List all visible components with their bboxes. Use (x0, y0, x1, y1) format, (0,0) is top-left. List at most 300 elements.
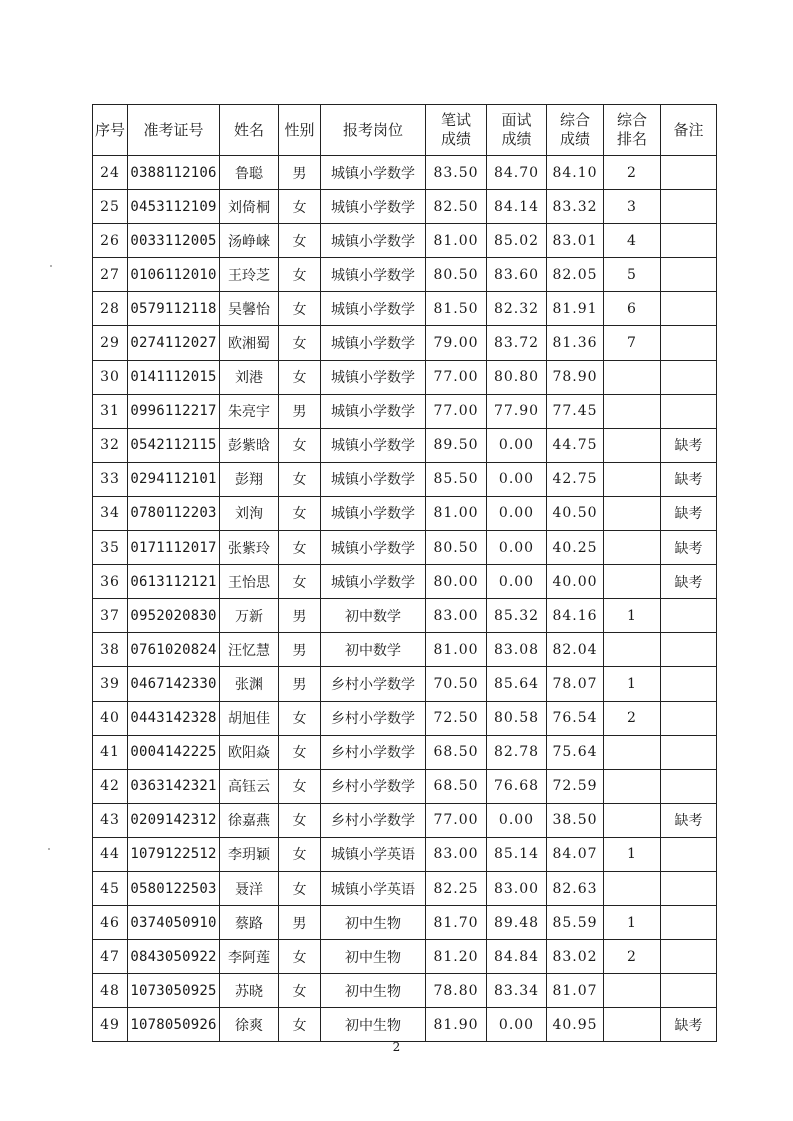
cell-name: 汪忆慧 (220, 633, 279, 667)
cell-exam-id: 0952020830 (128, 599, 220, 633)
cell-total-rank: 2 (604, 156, 661, 190)
cell-note (661, 769, 717, 803)
cell-written-score: 80.50 (426, 258, 487, 292)
header-position: 报考岗位 (321, 105, 426, 156)
cell-position: 初中生物 (321, 940, 426, 974)
table-row (93, 837, 717, 871)
cell-total-rank (604, 496, 661, 530)
cell-position: 城镇小学英语 (321, 871, 426, 905)
cell-gender: 女 (279, 531, 321, 565)
cell-interview-score: 83.34 (487, 974, 547, 1008)
cell-gender: 女 (279, 769, 321, 803)
cell-note: 缺考 (661, 565, 717, 599)
cell-total-score: 81.07 (547, 974, 604, 1008)
cell-written-score: 77.00 (426, 803, 487, 837)
cell-gender: 女 (279, 258, 321, 292)
cell-total-score: 77.45 (547, 394, 604, 428)
cell-total-rank: 1 (604, 906, 661, 940)
cell-note (661, 974, 717, 1008)
cell-exam-id: 0761020824 (128, 633, 220, 667)
cell-interview-score: 0.00 (487, 428, 547, 462)
table-row (93, 769, 717, 803)
header-seq: 序号 (93, 105, 128, 156)
cell-written-score: 81.90 (426, 1008, 487, 1042)
cell-interview-score: 84.84 (487, 940, 547, 974)
cell-exam-id: 0542112115 (128, 428, 220, 462)
cell-name: 张渊 (220, 667, 279, 701)
cell-total-score: 82.05 (547, 258, 604, 292)
cell-gender: 女 (279, 462, 321, 496)
cell-seq: 28 (93, 292, 128, 326)
cell-note (661, 394, 717, 428)
cell-gender: 女 (279, 735, 321, 769)
cell-total-score: 83.01 (547, 224, 604, 258)
cell-written-score: 77.00 (426, 394, 487, 428)
scan-speck (48, 848, 50, 850)
cell-seq: 32 (93, 428, 128, 462)
cell-name: 高钰云 (220, 769, 279, 803)
cell-interview-score: 0.00 (487, 462, 547, 496)
table-row (93, 360, 717, 394)
cell-total-rank (604, 633, 661, 667)
table-row (93, 531, 717, 565)
cell-position: 城镇小学数学 (321, 292, 426, 326)
cell-name: 聂洋 (220, 871, 279, 905)
cell-name: 鲁聪 (220, 156, 279, 190)
table-row (93, 735, 717, 769)
cell-gender: 男 (279, 906, 321, 940)
cell-exam-id: 0294112101 (128, 462, 220, 496)
cell-exam-id: 1073050925 (128, 974, 220, 1008)
cell-interview-score: 84.70 (487, 156, 547, 190)
cell-exam-id: 0467142330 (128, 667, 220, 701)
cell-total-rank: 3 (604, 190, 661, 224)
cell-seq: 44 (93, 837, 128, 871)
cell-position: 乡村小学数学 (321, 769, 426, 803)
cell-name: 刘洵 (220, 496, 279, 530)
cell-total-rank: 5 (604, 258, 661, 292)
cell-written-score: 81.00 (426, 496, 487, 530)
cell-written-score: 89.50 (426, 428, 487, 462)
cell-position: 城镇小学数学 (321, 565, 426, 599)
cell-gender: 女 (279, 565, 321, 599)
cell-note (661, 360, 717, 394)
cell-gender: 女 (279, 428, 321, 462)
cell-position: 初中生物 (321, 1008, 426, 1042)
cell-position: 城镇小学数学 (321, 156, 426, 190)
cell-written-score: 82.50 (426, 190, 487, 224)
cell-total-score: 42.75 (547, 462, 604, 496)
cell-interview-score: 85.32 (487, 599, 547, 633)
cell-total-score: 75.64 (547, 735, 604, 769)
cell-exam-id: 0996112217 (128, 394, 220, 428)
cell-written-score: 81.20 (426, 940, 487, 974)
cell-seq: 42 (93, 769, 128, 803)
table-row (93, 1008, 717, 1042)
cell-total-rank (604, 769, 661, 803)
cell-written-score: 81.50 (426, 292, 487, 326)
cell-seq: 36 (93, 565, 128, 599)
table-row (93, 258, 717, 292)
table-row (93, 462, 717, 496)
cell-gender: 女 (279, 326, 321, 360)
cell-total-score: 84.10 (547, 156, 604, 190)
cell-name: 徐爽 (220, 1008, 279, 1042)
cell-total-score: 40.25 (547, 531, 604, 565)
cell-total-score: 83.02 (547, 940, 604, 974)
cell-gender: 男 (279, 394, 321, 428)
cell-written-score: 81.00 (426, 633, 487, 667)
cell-exam-id: 0443142328 (128, 701, 220, 735)
cell-exam-id: 0453112109 (128, 190, 220, 224)
cell-written-score: 68.50 (426, 735, 487, 769)
cell-gender: 女 (279, 871, 321, 905)
cell-total-rank (604, 1008, 661, 1042)
cell-written-score: 80.50 (426, 531, 487, 565)
table-row (93, 701, 717, 735)
cell-name: 王怡思 (220, 565, 279, 599)
cell-written-score: 81.70 (426, 906, 487, 940)
table-row (93, 190, 717, 224)
cell-total-rank (604, 428, 661, 462)
cell-seq: 31 (93, 394, 128, 428)
cell-note (661, 599, 717, 633)
cell-total-rank: 1 (604, 667, 661, 701)
cell-total-rank: 1 (604, 837, 661, 871)
cell-position: 城镇小学数学 (321, 326, 426, 360)
cell-position: 初中生物 (321, 974, 426, 1008)
cell-name: 王玲芝 (220, 258, 279, 292)
cell-note (661, 906, 717, 940)
cell-position: 城镇小学英语 (321, 837, 426, 871)
table-row (93, 633, 717, 667)
cell-seq: 41 (93, 735, 128, 769)
cell-total-score: 78.07 (547, 667, 604, 701)
cell-total-rank: 7 (604, 326, 661, 360)
cell-total-score: 40.95 (547, 1008, 604, 1042)
cell-interview-score: 0.00 (487, 1008, 547, 1042)
cell-total-score: 84.16 (547, 599, 604, 633)
table-row (93, 599, 717, 633)
cell-total-rank: 2 (604, 940, 661, 974)
cell-seq: 49 (93, 1008, 128, 1042)
cell-position: 乡村小学数学 (321, 667, 426, 701)
cell-total-rank (604, 462, 661, 496)
table-row (93, 667, 717, 701)
cell-seq: 47 (93, 940, 128, 974)
cell-exam-id: 0209142312 (128, 803, 220, 837)
header-row (93, 105, 717, 156)
cell-exam-id: 0613112121 (128, 565, 220, 599)
cell-name: 苏晓 (220, 974, 279, 1008)
cell-total-score: 84.07 (547, 837, 604, 871)
cell-gender: 女 (279, 974, 321, 1008)
cell-exam-id: 0004142225 (128, 735, 220, 769)
cell-seq: 39 (93, 667, 128, 701)
cell-exam-id: 0274112027 (128, 326, 220, 360)
table-row (93, 496, 717, 530)
cell-seq: 35 (93, 531, 128, 565)
cell-note: 缺考 (661, 428, 717, 462)
cell-name: 刘倚桐 (220, 190, 279, 224)
cell-gender: 女 (279, 292, 321, 326)
cell-note: 缺考 (661, 1008, 717, 1042)
cell-total-rank (604, 394, 661, 428)
cell-interview-score: 80.58 (487, 701, 547, 735)
cell-exam-id: 0363142321 (128, 769, 220, 803)
cell-position: 城镇小学数学 (321, 258, 426, 292)
cell-total-score: 82.63 (547, 871, 604, 905)
table-row (93, 326, 717, 360)
cell-interview-score: 82.32 (487, 292, 547, 326)
cell-exam-id: 0033112005 (128, 224, 220, 258)
header-note: 备注 (661, 105, 717, 156)
cell-gender: 男 (279, 599, 321, 633)
cell-note (661, 326, 717, 360)
cell-exam-id: 0171112017 (128, 531, 220, 565)
cell-written-score: 78.80 (426, 974, 487, 1008)
cell-seq: 45 (93, 871, 128, 905)
cell-written-score: 79.00 (426, 326, 487, 360)
cell-exam-id: 1078050926 (128, 1008, 220, 1042)
cell-written-score: 83.00 (426, 599, 487, 633)
cell-note (661, 258, 717, 292)
cell-position: 城镇小学数学 (321, 190, 426, 224)
header-gender: 性别 (279, 105, 321, 156)
cell-exam-id: 0141112015 (128, 360, 220, 394)
cell-total-rank (604, 974, 661, 1008)
header-interview-score: 面试 成绩 (487, 105, 547, 156)
cell-exam-id: 0580122503 (128, 871, 220, 905)
cell-seq: 38 (93, 633, 128, 667)
cell-total-rank (604, 735, 661, 769)
cell-total-rank: 6 (604, 292, 661, 326)
cell-name: 吴馨怡 (220, 292, 279, 326)
cell-interview-score: 82.78 (487, 735, 547, 769)
cell-note (661, 837, 717, 871)
cell-seq: 40 (93, 701, 128, 735)
cell-interview-score: 85.02 (487, 224, 547, 258)
cell-interview-score: 77.90 (487, 394, 547, 428)
cell-seq: 43 (93, 803, 128, 837)
cell-exam-id: 0843050922 (128, 940, 220, 974)
cell-interview-score: 85.64 (487, 667, 547, 701)
cell-total-score: 40.00 (547, 565, 604, 599)
table-row (93, 394, 717, 428)
cell-gender: 男 (279, 156, 321, 190)
table-row (93, 803, 717, 837)
cell-interview-score: 0.00 (487, 531, 547, 565)
cell-interview-score: 83.60 (487, 258, 547, 292)
cell-exam-id: 0780112203 (128, 496, 220, 530)
cell-written-score: 77.00 (426, 360, 487, 394)
cell-note (661, 940, 717, 974)
cell-total-score: 40.50 (547, 496, 604, 530)
cell-exam-id: 0388112106 (128, 156, 220, 190)
cell-position: 城镇小学数学 (321, 531, 426, 565)
cell-total-score: 82.04 (547, 633, 604, 667)
cell-name: 李阿莲 (220, 940, 279, 974)
header-name: 姓名 (220, 105, 279, 156)
cell-seq: 33 (93, 462, 128, 496)
cell-note: 缺考 (661, 496, 717, 530)
cell-seq: 46 (93, 906, 128, 940)
cell-written-score: 83.50 (426, 156, 487, 190)
cell-seq: 34 (93, 496, 128, 530)
cell-note (661, 190, 717, 224)
cell-note: 缺考 (661, 803, 717, 837)
table-body (93, 156, 717, 1042)
cell-name: 欧阳焱 (220, 735, 279, 769)
cell-name: 汤峥崃 (220, 224, 279, 258)
cell-note (661, 735, 717, 769)
cell-note (661, 701, 717, 735)
cell-note: 缺考 (661, 462, 717, 496)
header-total-rank: 综合 排名 (604, 105, 661, 156)
table-row (93, 428, 717, 462)
cell-total-rank: 4 (604, 224, 661, 258)
cell-position: 城镇小学数学 (321, 496, 426, 530)
cell-note (661, 871, 717, 905)
cell-exam-id: 0106112010 (128, 258, 220, 292)
cell-position: 乡村小学数学 (321, 735, 426, 769)
cell-interview-score: 83.00 (487, 871, 547, 905)
cell-seq: 30 (93, 360, 128, 394)
cell-gender: 女 (279, 224, 321, 258)
cell-seq: 48 (93, 974, 128, 1008)
cell-position: 初中生物 (321, 906, 426, 940)
cell-position: 初中数学 (321, 633, 426, 667)
table-row (93, 940, 717, 974)
cell-exam-id: 1079122512 (128, 837, 220, 871)
cell-seq: 27 (93, 258, 128, 292)
cell-gender: 女 (279, 360, 321, 394)
cell-gender: 女 (279, 803, 321, 837)
cell-total-rank (604, 565, 661, 599)
cell-interview-score: 76.68 (487, 769, 547, 803)
scores-table (92, 104, 717, 1042)
cell-note (661, 224, 717, 258)
cell-written-score: 72.50 (426, 701, 487, 735)
cell-interview-score: 84.14 (487, 190, 547, 224)
cell-seq: 29 (93, 326, 128, 360)
cell-gender: 女 (279, 496, 321, 530)
cell-interview-score: 0.00 (487, 496, 547, 530)
cell-name: 胡旭佳 (220, 701, 279, 735)
header-written-score: 笔试 成绩 (426, 105, 487, 156)
cell-interview-score: 89.48 (487, 906, 547, 940)
cell-total-rank (604, 871, 661, 905)
cell-position: 城镇小学数学 (321, 394, 426, 428)
cell-gender: 女 (279, 190, 321, 224)
cell-gender: 女 (279, 837, 321, 871)
scan-speck (50, 265, 52, 267)
cell-name: 徐嘉燕 (220, 803, 279, 837)
cell-gender: 男 (279, 667, 321, 701)
cell-interview-score: 83.72 (487, 326, 547, 360)
cell-total-score: 76.54 (547, 701, 604, 735)
cell-name: 刘港 (220, 360, 279, 394)
cell-total-score: 81.36 (547, 326, 604, 360)
cell-gender: 女 (279, 1008, 321, 1042)
cell-position: 城镇小学数学 (321, 224, 426, 258)
cell-written-score: 83.00 (426, 837, 487, 871)
cell-seq: 37 (93, 599, 128, 633)
header-exam-id: 准考证号 (128, 105, 220, 156)
table-row (93, 871, 717, 905)
table-row (93, 292, 717, 326)
cell-position: 城镇小学数学 (321, 428, 426, 462)
page-number: 2 (392, 1040, 401, 1054)
cell-name: 朱亮宇 (220, 394, 279, 428)
cell-written-score: 85.50 (426, 462, 487, 496)
cell-position: 乡村小学数学 (321, 701, 426, 735)
cell-exam-id: 0579112118 (128, 292, 220, 326)
cell-total-score: 83.32 (547, 190, 604, 224)
cell-gender: 女 (279, 940, 321, 974)
cell-interview-score: 83.08 (487, 633, 547, 667)
cell-name: 张紫玲 (220, 531, 279, 565)
cell-note (661, 633, 717, 667)
cell-interview-score: 0.00 (487, 803, 547, 837)
table-row (93, 224, 717, 258)
cell-total-score: 81.91 (547, 292, 604, 326)
table-row (93, 974, 717, 1008)
cell-note (661, 667, 717, 701)
cell-total-rank: 1 (604, 599, 661, 633)
cell-name: 蔡路 (220, 906, 279, 940)
cell-name: 彭紫晗 (220, 428, 279, 462)
cell-seq: 26 (93, 224, 128, 258)
cell-total-score: 38.50 (547, 803, 604, 837)
cell-note: 缺考 (661, 531, 717, 565)
cell-written-score: 68.50 (426, 769, 487, 803)
cell-total-score: 85.59 (547, 906, 604, 940)
cell-interview-score: 0.00 (487, 565, 547, 599)
cell-written-score: 80.00 (426, 565, 487, 599)
cell-position: 城镇小学数学 (321, 462, 426, 496)
cell-written-score: 81.00 (426, 224, 487, 258)
cell-gender: 男 (279, 633, 321, 667)
cell-interview-score: 80.80 (487, 360, 547, 394)
header-total-score: 综合 成绩 (547, 105, 604, 156)
cell-position: 初中数学 (321, 599, 426, 633)
table-row (93, 565, 717, 599)
cell-name: 欧湘蜀 (220, 326, 279, 360)
cell-seq: 25 (93, 190, 128, 224)
cell-position: 乡村小学数学 (321, 803, 426, 837)
cell-exam-id: 0374050910 (128, 906, 220, 940)
cell-total-score: 78.90 (547, 360, 604, 394)
cell-written-score: 70.50 (426, 667, 487, 701)
cell-name: 李玥颖 (220, 837, 279, 871)
cell-note (661, 156, 717, 190)
cell-total-rank (604, 360, 661, 394)
cell-seq: 24 (93, 156, 128, 190)
cell-interview-score: 85.14 (487, 837, 547, 871)
cell-total-rank (604, 803, 661, 837)
cell-name: 彭翔 (220, 462, 279, 496)
cell-total-rank: 2 (604, 701, 661, 735)
table-row (93, 906, 717, 940)
cell-total-rank (604, 531, 661, 565)
table-row (93, 156, 717, 190)
cell-note (661, 292, 717, 326)
cell-gender: 女 (279, 701, 321, 735)
cell-total-score: 72.59 (547, 769, 604, 803)
cell-written-score: 82.25 (426, 871, 487, 905)
cell-position: 城镇小学数学 (321, 360, 426, 394)
